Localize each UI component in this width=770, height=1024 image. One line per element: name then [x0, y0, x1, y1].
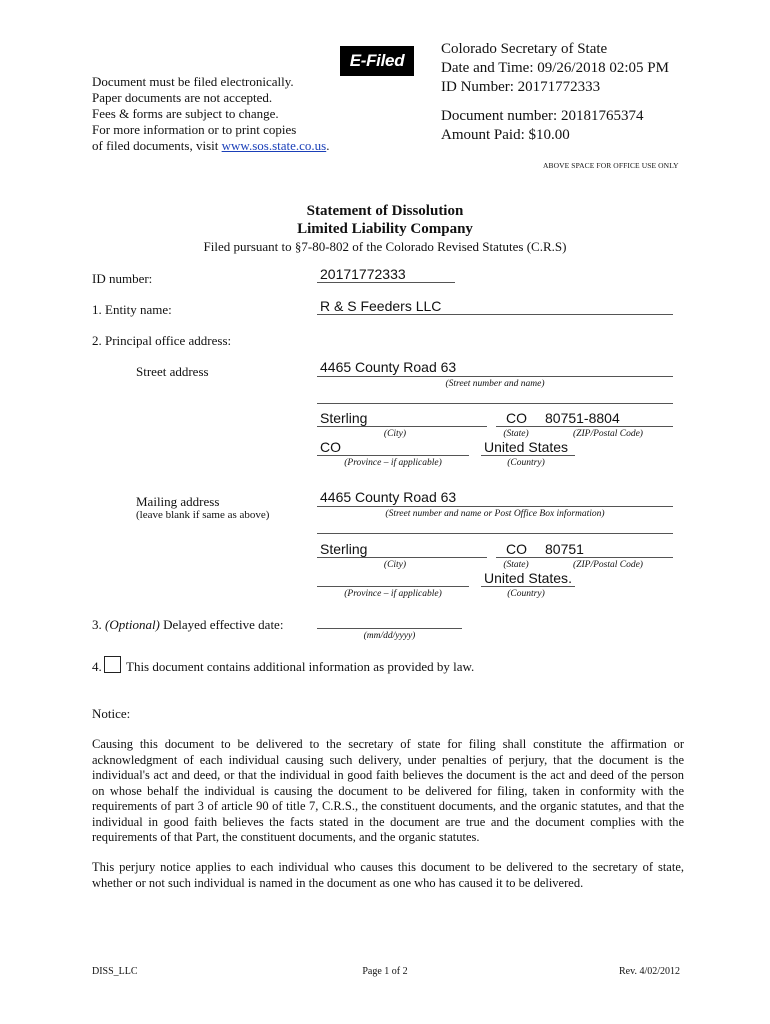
form-code: DISS_LLC: [92, 966, 138, 977]
stamp-amount-paid: Amount Paid: $10.00: [441, 127, 570, 143]
filing-instructions-line: Fees & forms are subject to change.: [92, 106, 279, 121]
filing-instructions-line: Paper documents are not accepted.: [92, 90, 273, 105]
filing-instructions: [92, 74, 329, 154]
stamp-document-number: Document number: 20181765374: [441, 108, 644, 124]
mailing-street-caption: (Street number and name or Post Office Box information): [385, 509, 605, 519]
state-caption: (State): [503, 429, 529, 439]
mailing-state-value: CO: [506, 541, 527, 557]
principal-office-label: 2. Principal office address:: [92, 333, 232, 348]
mailing-province-caption: (Province – if applicable): [344, 589, 442, 599]
province-value: CO: [320, 439, 341, 455]
mailing-street-value: 4465 County Road 63: [320, 489, 457, 505]
stamp-date-time: Date and Time: 09/26/2018 02:05 PM: [441, 60, 669, 76]
street-address-label: Street address: [136, 364, 209, 379]
zip-value: 80751-8804: [545, 410, 620, 426]
mailing-province-line: [317, 586, 469, 587]
id-number-line: [317, 282, 455, 283]
mailing-state-zip-line: [496, 557, 673, 558]
city-line: [317, 426, 487, 427]
mailing-country-line: [481, 586, 575, 587]
mailing-address-label: Mailing address: [136, 494, 220, 509]
mailing-country-caption: (Country): [507, 589, 545, 599]
zip-caption: (ZIP/Postal Code): [573, 429, 643, 439]
delayed-date-number: 3.: [92, 617, 105, 632]
city-caption: (City): [383, 429, 407, 439]
mailing-city-caption: (City): [383, 560, 407, 570]
additional-info-label: This document contains additional information as provided by law.: [126, 659, 475, 674]
additional-info-checkbox[interactable]: [104, 656, 121, 673]
province-caption: (Province – if applicable): [344, 458, 442, 468]
province-line: [317, 455, 469, 456]
state-value: CO: [506, 410, 527, 426]
mailing-zip-caption: (ZIP/Postal Code): [573, 560, 643, 570]
e-filed-logo-text: E-Filed: [349, 51, 405, 70]
mailing-country-value: [484, 570, 572, 586]
mailing-country-suffix: .: [568, 570, 572, 586]
mailing-country-text: United States: [484, 570, 569, 586]
document-subtitle: Limited Liability Company: [297, 221, 473, 237]
revision-date: Rev. 4/02/2012: [618, 966, 680, 977]
delayed-date-text: Delayed effective date:: [159, 617, 284, 632]
street-address-value: 4465 County Road 63: [320, 359, 457, 375]
stamp-id-number: ID Number: 20171772333: [441, 79, 601, 95]
delayed-date-field[interactable]: [317, 628, 462, 629]
perjury-notice-paragraph-2: This perjury notice applies to each individual who causes this document to be delivered to the secretary of state, whether or not such individual is named in the document as one who has caused it to be delivered.: [92, 860, 684, 890]
mailing-street-line: [317, 506, 673, 507]
mailing-city-line: [317, 557, 487, 558]
filing-instructions-line: [92, 138, 329, 154]
id-number-label: ID number:: [92, 271, 153, 286]
street-address-line-2: [317, 403, 673, 404]
stamp-agency: Colorado Secretary of State: [441, 41, 608, 57]
entity-name-line: [317, 314, 673, 315]
page-number: Page 1 of 2: [362, 966, 408, 977]
statute-reference: Filed pursuant to §7-80-802 of the Colorado Revised Statutes (C.R.S): [203, 239, 567, 254]
mailing-city-value: Sterling: [320, 541, 368, 557]
entity-name-label: 1. Entity name:: [92, 302, 172, 317]
delayed-date-label: [92, 617, 283, 633]
sos-website-link[interactable]: www.sos.state.co.us: [221, 138, 327, 153]
country-line: [481, 455, 575, 456]
mailing-state-caption: (State): [503, 560, 529, 570]
filing-instructions-line: For more information or to print copies: [92, 122, 297, 137]
state-zip-line: [496, 426, 673, 427]
id-number-value: 20171772333: [320, 266, 406, 282]
entity-name-value: R & S Feeders LLC: [320, 298, 442, 314]
country-value: United States: [484, 439, 569, 455]
document-title: Statement of Dissolution: [306, 203, 464, 219]
country-caption: (Country): [507, 458, 545, 468]
mailing-street-line-2: [317, 533, 673, 534]
notice-heading: Notice:: [92, 706, 131, 721]
filing-instructions-prefix: of filed documents, visit: [92, 138, 222, 153]
filing-instructions-line: Document must be filed electronically.: [92, 74, 294, 89]
e-filed-logo: [340, 46, 414, 76]
delayed-date-optional: (Optional): [105, 617, 160, 632]
mailing-address-note: (leave blank if same as above): [136, 509, 270, 521]
office-use-label: ABOVE SPACE FOR OFFICE USE ONLY: [543, 161, 679, 170]
street-address-caption: (Street number and name): [445, 379, 545, 389]
perjury-notice-paragraph: Causing this document to be delivered to the secretary of state for filing shall constitute the affirmation or acknowledgment of each individual causing such delivery, under penalties of perjury, that the document is the individual's act and deed, or that the individual in good faith believes the document is the act and deed of the person on whose behalf the individual is causing the document to be delivered for filing, taken in conformity with the requirements of part 3 of article 90 of title 7, C.R.S., the constituent documents, and the organic statutes, and that the individual in good faith believes the facts stated in the document are true and the document complies with the requirements of that Part, the constituent documents, and the organic statutes.: [92, 737, 684, 844]
delayed-date-caption: (mm/dd/yyyy): [363, 631, 416, 641]
filing-stamp: [441, 40, 669, 145]
city-value: Sterling: [320, 410, 368, 426]
filing-instructions-suffix: .: [326, 138, 330, 153]
item-4-number: 4.: [92, 659, 102, 674]
street-address-line: [317, 376, 673, 377]
mailing-zip-value: 80751: [545, 541, 584, 557]
